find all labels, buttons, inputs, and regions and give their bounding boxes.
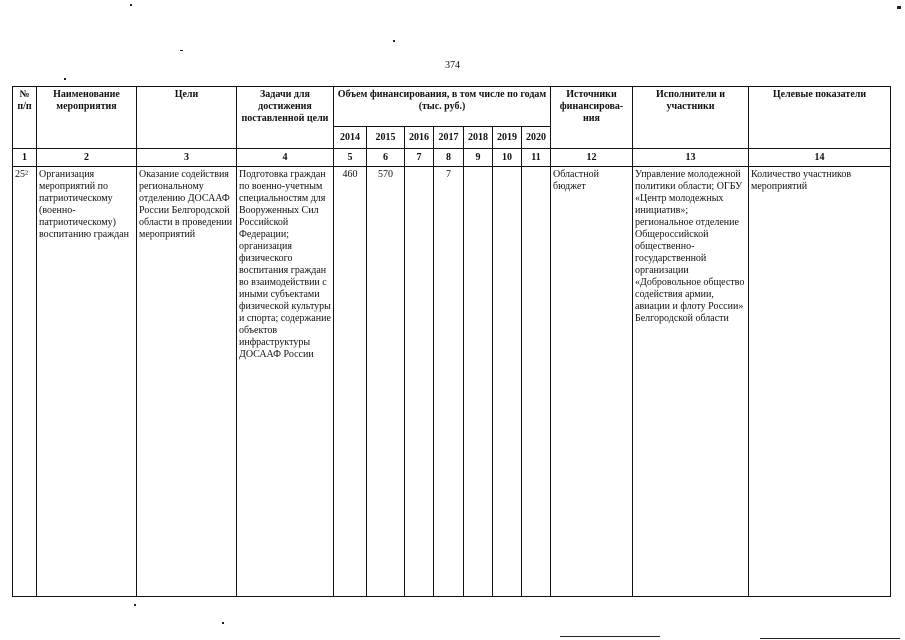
scan-edge-line <box>760 638 900 639</box>
row-value-2019 <box>493 167 522 597</box>
column-number-row <box>13 149 891 167</box>
header-goals: Цели <box>137 87 237 149</box>
column-number: 6 <box>367 149 405 167</box>
column-number: 1 <box>13 149 37 167</box>
column-number: 10 <box>493 149 522 167</box>
header-year: 2017 <box>434 127 464 149</box>
funding-table <box>12 86 891 597</box>
row-value-2014: 460 <box>334 167 367 597</box>
header-name: Наименование мероприятия <box>37 87 137 149</box>
header-sources: Источники финансирова-ния <box>551 87 633 149</box>
column-number: 11 <box>522 149 551 167</box>
scan-speck <box>180 50 183 51</box>
row-value-2015: 570 <box>367 167 405 597</box>
header-indicators: Целевые показатели <box>749 87 891 149</box>
row-source: Областной бюджет <box>551 167 633 597</box>
row-name: Организация мероприятий по патриотическому (военно-патриотическому) воспитанию граждан <box>37 167 137 597</box>
row-value-2017: 7 <box>434 167 464 597</box>
table-row <box>13 167 891 597</box>
column-number: 14 <box>749 149 891 167</box>
row-tasks: Подготовка граждан по военно-учетным специальностям для Вооруженных Сил Российской Федерации; организация физического воспитания граждан во взаимодействии с иными субъектами физической культуры и спорта; содержание объектов инфраструктуры ДОСААФ России <box>237 167 334 597</box>
scan-speck <box>897 6 901 9</box>
row-goals: Оказание содействия региональному отделению ДОСААФ России Белгородской области в проведении мероприятий <box>137 167 237 597</box>
row-indicators: Количество участников мероприятий <box>749 167 891 597</box>
header-executors: Исполнители и участники <box>633 87 749 149</box>
header-year: 2014 <box>334 127 367 149</box>
row-value-2020 <box>522 167 551 597</box>
column-number: 8 <box>434 149 464 167</box>
scan-speck <box>393 40 395 42</box>
scan-edge-line <box>560 636 660 637</box>
header-year: 2019 <box>493 127 522 149</box>
scan-speck <box>134 604 136 606</box>
header-year: 2015 <box>367 127 405 149</box>
row-executors: Управление молодежной политики области; ОГБУ «Центр молодежных инициатив»; региональное отделение Общероссийской общественно-государственной организации «Добровольное общество содействия армии, авиации и флоту России» Белгородской области <box>633 167 749 597</box>
scan-speck <box>130 4 132 6</box>
header-year: 2018 <box>464 127 493 149</box>
header-year: 2016 <box>405 127 434 149</box>
header-index: № п/п <box>13 87 37 149</box>
column-number: 3 <box>137 149 237 167</box>
column-number: 4 <box>237 149 334 167</box>
header-funding: Объем финансирования, в том числе по годам (тыс. руб.) <box>334 87 551 127</box>
row-value-2016 <box>405 167 434 597</box>
column-number: 5 <box>334 149 367 167</box>
scan-speck <box>222 622 224 624</box>
scan-speck <box>64 78 66 80</box>
header-tasks: Задачи для достижения поставленной цели <box>237 87 334 149</box>
column-number: 12 <box>551 149 633 167</box>
header-year: 2020 <box>522 127 551 149</box>
column-number: 9 <box>464 149 493 167</box>
column-number: 13 <box>633 149 749 167</box>
column-number: 7 <box>405 149 434 167</box>
row-value-2018 <box>464 167 493 597</box>
page-number: 374 <box>445 60 460 71</box>
column-number: 2 <box>37 149 137 167</box>
row-index: 25² <box>13 167 37 597</box>
